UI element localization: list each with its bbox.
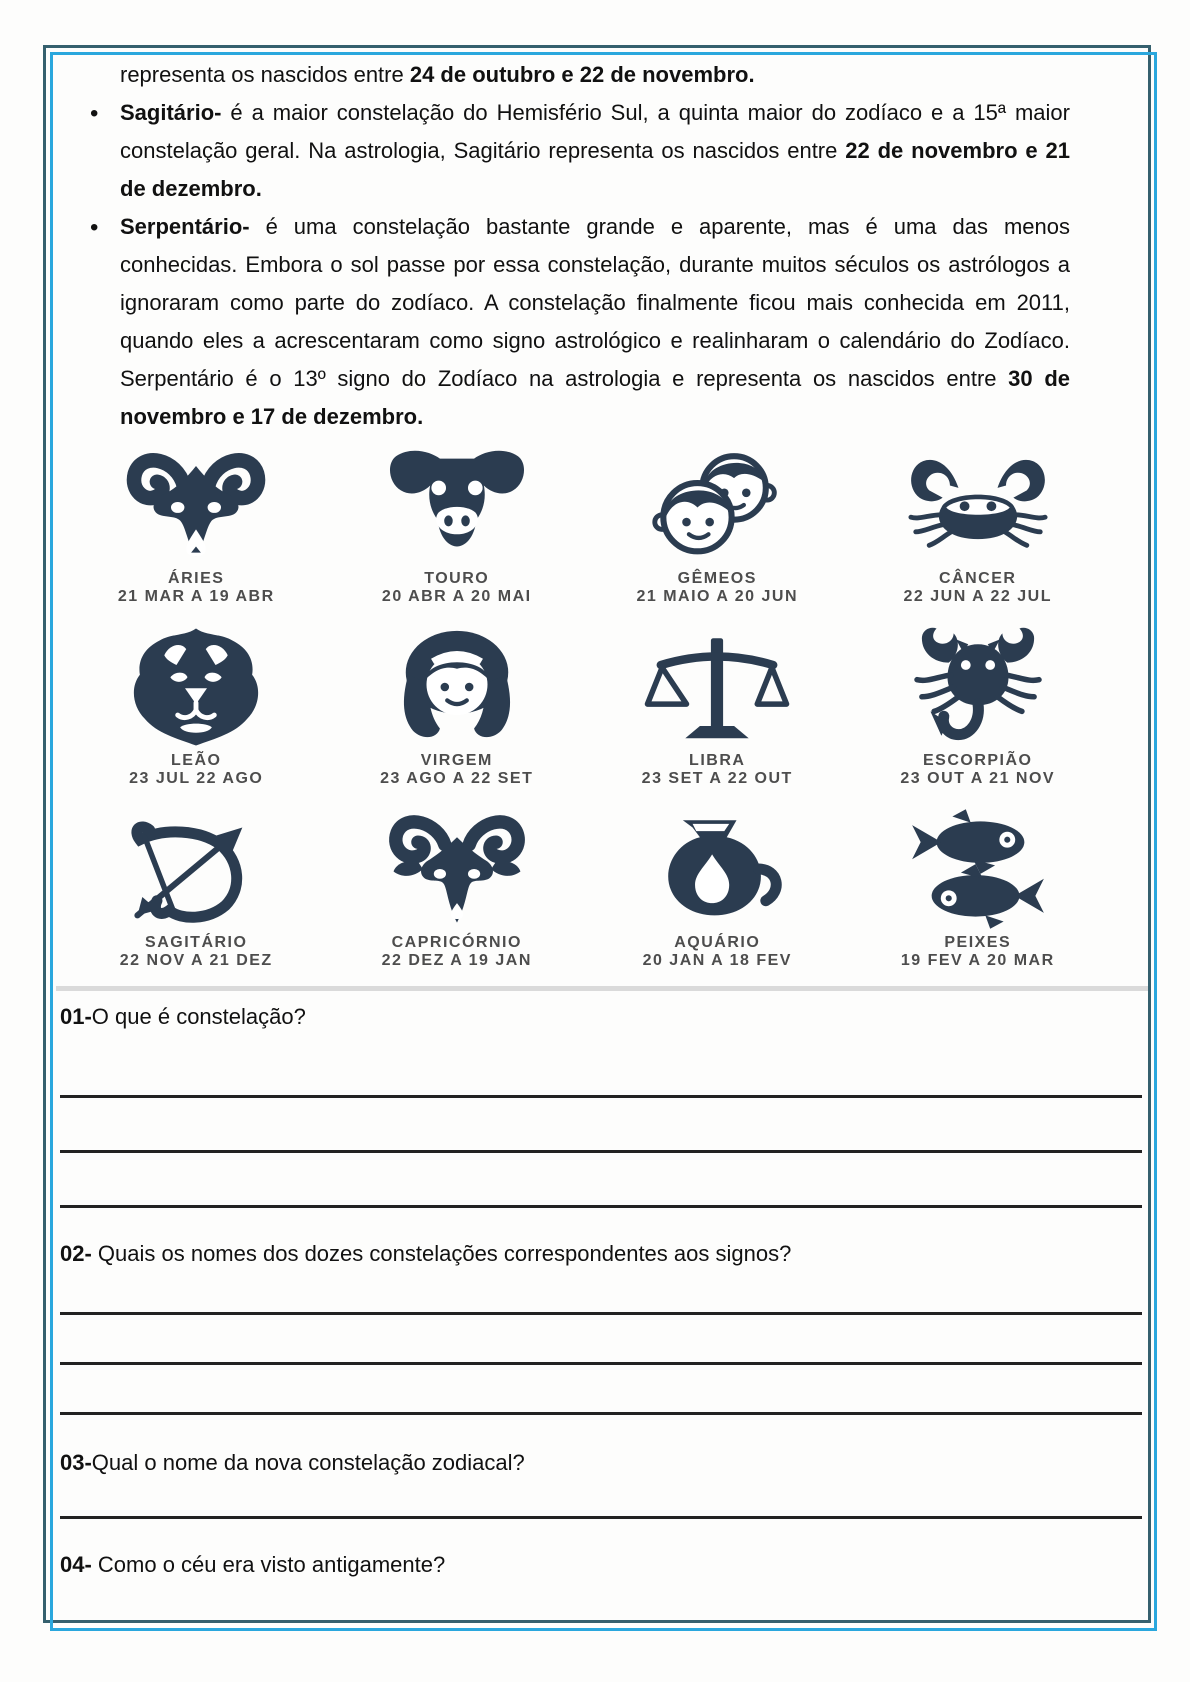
question-text: Quais os nomes dos dozes constelações correspondentes aos signos? <box>91 1241 792 1266</box>
sign-name: ÁRIES <box>168 570 225 587</box>
sign-name: TOURO <box>424 570 490 587</box>
question-text: Qual o nome da nova constelação zodiacal? <box>91 1450 525 1475</box>
question-text: O que é constelação? <box>91 1004 306 1029</box>
sign-name: PEIXES <box>944 934 1012 951</box>
zodiac-sign-gemeos <box>587 438 848 620</box>
sign-name: AQUÁRIO <box>674 934 761 951</box>
zodiac-sign-libra <box>587 620 848 802</box>
zodiac-grid <box>66 438 1108 984</box>
answer-line <box>60 1516 1142 1519</box>
sign-dates: 20 JAN A 18 FEV <box>642 952 792 969</box>
bold-date-range: 24 de outubro e 22 de novembro. <box>409 62 755 87</box>
sign-name: GÊMEOS <box>677 570 757 587</box>
intro-text-block <box>56 56 1148 436</box>
paragraph-text: representa os nascidos entre <box>120 62 410 87</box>
sign-dates: 23 AGO A 22 SET <box>380 770 534 787</box>
twins-icon <box>642 438 792 566</box>
zodiac-sign-aries <box>66 438 327 620</box>
question-number: 03- <box>60 1450 92 1475</box>
sign-dates: 22 JUN A 22 JUL <box>903 588 1052 605</box>
answer-line <box>60 1412 1142 1415</box>
scales-icon <box>642 620 792 748</box>
bullet-sagitario <box>120 94 1070 208</box>
woman-icon <box>382 620 532 748</box>
bull-icon <box>382 438 532 566</box>
lion-icon <box>121 620 271 748</box>
sign-dates: 22 DEZ A 19 JAN <box>381 952 532 969</box>
crab-icon <box>903 438 1053 566</box>
answer-line <box>60 1362 1142 1365</box>
sign-dates: 20 ABR A 20 MAI <box>381 588 532 605</box>
sign-dates: 22 NOV A 21 DEZ <box>119 952 273 969</box>
question-number: 02- <box>60 1241 92 1266</box>
sign-name: LIBRA <box>689 752 746 769</box>
sign-dates: 23 OUT A 21 NOV <box>900 770 1056 787</box>
question-text: Como o céu era visto antigamente? <box>91 1552 446 1577</box>
bullet-body: é a maior constelação do Hemisfério Sul, a quinta maior do zodíaco e a 15ª maior constelação geral. Na astrologia, Sagitário representa os nascidos entre <box>120 100 1070 163</box>
jug-icon <box>642 802 792 930</box>
zodiac-sign-peixes <box>848 802 1109 984</box>
question-number: 04- <box>60 1552 92 1577</box>
ram-icon <box>121 438 271 566</box>
zodiac-image-bottom-strip <box>56 986 1148 991</box>
question-03 <box>60 1449 1142 1477</box>
sign-name: CÂNCER <box>939 570 1017 587</box>
zodiac-sign-leao <box>66 620 327 802</box>
zodiac-sign-touro <box>327 438 588 620</box>
paragraph-continuation <box>120 56 1070 94</box>
goat-icon <box>382 802 532 930</box>
sign-dates: 21 MAR A 19 ABR <box>117 588 275 605</box>
zodiac-sign-aquario <box>587 802 848 984</box>
question-02 <box>60 1240 1142 1268</box>
question-01 <box>60 1003 1142 1031</box>
answer-line <box>60 1150 1142 1153</box>
answer-line <box>60 1205 1142 1208</box>
scorpion-icon <box>903 620 1053 748</box>
fish-icon <box>903 802 1053 930</box>
questions-section <box>56 1003 1148 1579</box>
bullet-body: é uma constelação bastante grande e aparente, mas é uma das menos conhecidas. Embora o sol passe por essa constelação, durante muitos séculos os astrólogos a ignoraram como parte do zodíaco. A constelação finalmente ficou mais conhecida em 2011, quando eles a acrescentaram como signo astrológico e realinharam o calendário do Zodíaco. Serpentário é o 13º signo do Zodíaco na astrologia e representa os nascidos entre <box>120 214 1070 391</box>
bold-date-range: 30 de novembro e 17 de dezembro. <box>120 366 1070 429</box>
sign-dates: 19 FEV A 20 MAR <box>900 952 1055 969</box>
sign-name: SAGITÁRIO <box>145 934 248 951</box>
zodiac-sign-sagitario <box>66 802 327 984</box>
answer-line <box>60 1312 1142 1315</box>
bullet-serpentario <box>120 208 1070 436</box>
bullet-lead: Serpentário- <box>120 214 250 239</box>
question-number: 01- <box>60 1004 92 1029</box>
answer-line <box>60 1095 1142 1098</box>
bow-arrow-icon <box>121 802 271 930</box>
question-04 <box>60 1551 1142 1579</box>
sign-name: ESCORPIÃO <box>922 752 1033 769</box>
worksheet-content <box>56 56 1148 1579</box>
zodiac-sign-capricornio <box>327 802 588 984</box>
sign-dates: 21 MAIO A 20 JUN <box>636 588 799 605</box>
sign-name: VIRGEM <box>420 752 493 769</box>
sign-name: LEÃO <box>171 752 222 769</box>
zodiac-sign-cancer <box>848 438 1109 620</box>
sign-name: CAPRICÓRNIO <box>391 934 522 951</box>
bold-date-range: 22 de novembro e 21 de dezembro. <box>120 138 1071 201</box>
sign-dates: 23 JUL 22 AGO <box>129 770 264 787</box>
zodiac-sign-escorpiao <box>848 620 1109 802</box>
bullet-lead: Sagitário- <box>120 100 222 125</box>
zodiac-sign-virgem <box>327 620 588 802</box>
sign-dates: 23 SET A 22 OUT <box>641 770 793 787</box>
